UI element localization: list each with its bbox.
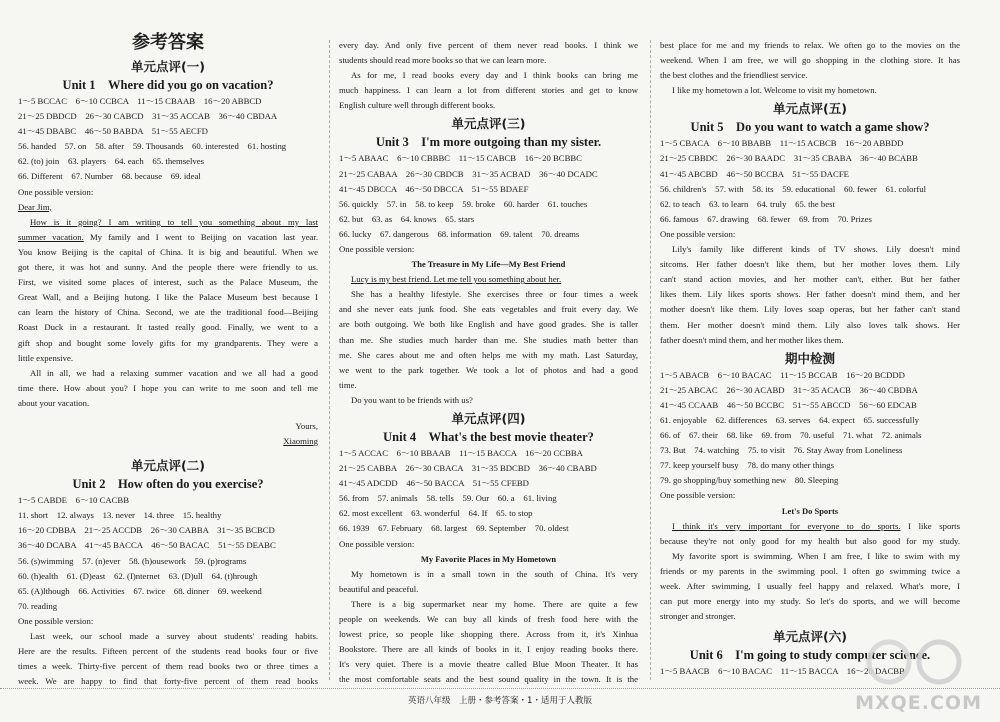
answer-line: 56. (s)wimming 57. (n)ever 58. (h)ousework 59. (p)rograms	[18, 555, 247, 566]
letter-line: First, we visited some places of interest, such as the Palace Museum, the	[18, 277, 318, 288]
letter-underlined-phrase: summer vacation.	[18, 231, 84, 242]
section-heading-midterm: 期中检测	[784, 350, 835, 366]
essay-line: beautiful and peaceful.	[339, 583, 419, 594]
answer-line: 21～25 ABCAC 26～30 ACABD 31～35 ACACB 36～40 CBDBA	[660, 384, 918, 395]
essay-line: father doesn't mind them, and her mother likes them.	[660, 334, 844, 345]
essay-line: and she never eats junk food. She eats vegetables and fruit every day. We	[339, 304, 638, 315]
essay-line: English culture well through different books.	[339, 100, 496, 111]
essay-line: week. After swimming, I usually feel happy and relaxed. What's more, I	[660, 580, 960, 591]
answer-line: 70. reading	[18, 600, 58, 611]
essay-line: Last week, our school made a survey about students' reading habits.	[30, 631, 318, 641]
answer-line: 1～5 BCCAC 6～10 CCBCA 11～15 CBAAB 16～20 ABBCD	[18, 96, 262, 106]
essay-topic-sentence: Lucy is my best friend. Let me tell you something about her.	[351, 274, 562, 285]
possible-version-label: One possible version:	[660, 490, 736, 501]
column-1	[18, 30, 318, 689]
letter-line: Roast Duck in a restaurant. It tasted really good. Finally, we went to a	[18, 322, 318, 333]
column-2	[339, 38, 638, 687]
page-footer: 英语八年级 上册・参考答案・1・适用于人教版	[0, 688, 1000, 709]
essay-line: we went to the park together. We took a lot of photos and had a good	[339, 364, 638, 375]
letter-greeting: Dear Jim,	[18, 201, 52, 212]
column-3	[660, 38, 960, 679]
page-title: 参考答案	[132, 32, 204, 53]
essay-line: Here are the results. Fifteen percent of the students read books four or five	[18, 646, 318, 657]
section-heading-review-3: 单元点评(三)	[451, 116, 526, 132]
answer-line: 41～45 DBCCA 46～50 DBCCA 51～55 BDAEF	[339, 183, 529, 194]
answer-line: 41～45 CCAAB 46～50 BCCBC 51～55 ABCCD 56～60 EDCAB	[660, 399, 917, 410]
answer-line: 56. quickly 57. in 58. to keep 59. broke 60. harder 61. touches	[339, 198, 588, 209]
answer-line: 1～5 ABAAC 6～10 CBBBC 11～15 CABCB 16～20 BCBBC	[339, 153, 582, 164]
answer-line: 66. of 67. their 68. like 69. from 70. useful 71. what 72. animals	[660, 430, 922, 441]
possible-version-label: One possible version:	[660, 228, 736, 239]
watermark-text: MXQE.COM	[855, 692, 982, 714]
letter-line: All in all, we had a relaxing summer vacation and we all had a good	[30, 367, 318, 378]
essay-line: are both outgoing. We both like English and have good grades. She is taller	[339, 319, 638, 330]
essay-line: them. Her mother doesn't mind them. Lily also loves talk shows. Her	[660, 319, 960, 330]
essay-line: can't stand action movies, and her mother can't, either. But her father	[660, 274, 960, 285]
answer-line: 77. keep yourself busy 78. do many other things	[660, 460, 834, 471]
possible-version-label: One possible version:	[339, 538, 415, 549]
answer-line: 41～45 DBABC 46～50 BABDA 51～55 AECFD	[18, 126, 208, 137]
answer-line: 41～45 ABCBD 46～50 BCCBA 51～55 DACFE	[660, 168, 849, 179]
unit-3-title: Unit 3 I'm more outgoing than my sister.	[375, 135, 602, 150]
essay-line	[339, 272, 638, 287]
essay-line: likes them. Lily likes sports shows. Her father doesn't mind them, and her	[660, 289, 960, 300]
answer-line: 36～40 DCABA 41～45 BACCA 46～50 BACAC 51～55 DEABC	[18, 540, 276, 551]
letter-line: You know Beijing is the capital of China. It is big and beautiful. When we	[18, 246, 318, 257]
answer-line: 21～25 DBDCD 26～30 CABCD 31～35 ACCAB 36～40 CBDAA	[18, 111, 278, 122]
section-heading-review-4: 单元点评(四)	[451, 410, 526, 426]
essay-line: Do you want to be friends with us?	[351, 394, 473, 405]
essay-line: time.	[339, 379, 357, 390]
answer-line: 73. But 74. watching 75. to visit 76. Stay Away from Loneliness	[660, 445, 903, 456]
unit-6-title: Unit 6 I'm going to study computer science.	[689, 648, 931, 663]
essay-line: the best clothes and the friendliest service.	[660, 70, 808, 81]
essay-line: every day. And only five percent of them never read books. I think we	[339, 40, 638, 50]
answer-line: 1～5 CBACA 6～10 BBABB 11～15 ACBCB 16～20 ABBDD	[660, 138, 904, 149]
essay-line: She has a healthy lifestyle. She exercises three or four times a week	[351, 289, 638, 300]
answer-line: 56. from 57. animals 58. tells 59. Our 60. a 61. living	[339, 493, 557, 504]
letter-line: How is it going? I am writing to tell you something about my last	[30, 216, 318, 227]
essay-line: best place for me and my friends to relax. We often go to the movies on the	[660, 40, 960, 50]
answer-line: 1～5 BAACB 6～10 BACAC 11～15 BACCA 16～20 DACBB	[660, 666, 905, 677]
answer-line: 62. to teach 63. to learn 64. truly 65. the best	[660, 198, 835, 209]
essay-line: times a week. Thirty-five percent of them read books two or three times a	[18, 661, 318, 672]
letter-signature	[18, 434, 318, 449]
letter-line: can learn the history of China. Second, we ate the traditional food—Beijing	[18, 307, 318, 318]
letter-line: got there, it was hot and sunny. And the people there were friendly to us.	[18, 262, 318, 273]
possible-version-label: One possible version:	[18, 615, 94, 626]
letter-line: Great Wall, and a Beijing hutong. I like the Palace Museum best because I	[18, 292, 318, 303]
essay-title: The Treasure in My Life—My Best Friend	[411, 259, 566, 270]
answer-line: 61. enjoyable 62. differences 63. serves 64. expect 65. successfully	[660, 414, 919, 425]
essay-topic-sentence: I think it's very important for everyone to do sports.	[672, 520, 901, 531]
section-heading-review-5: 单元点评(五)	[773, 101, 847, 117]
letter-line: summer vacation. My family and I went to Beijing on vacation last year.	[18, 231, 318, 242]
essay-line: students should read more books so that we can learn more.	[339, 55, 547, 66]
answer-line: 21～25 CABBA 26～30 CBACA 31～35 BDCBD 36～40 CBABD	[339, 463, 597, 474]
essay-title: My Favorite Places in My Hometown	[420, 553, 557, 564]
answer-line: 21～25 CABAA 26～30 CBDCB 31～35 ACBAD 36～40 DCADC	[339, 168, 598, 179]
answer-line: 41～45 ADCDD 46～50 BACCA 51～55 CFEBD	[339, 478, 529, 489]
essay-line: I like my hometown a lot. Welcome to visit my hometown.	[672, 85, 877, 96]
answer-line: 62. but 63. as 64. knows 65. stars	[339, 213, 475, 224]
essay-line: sitcoms. Her father doesn't like them, but her mother loves them. Lily	[660, 259, 960, 270]
letter-line: little expensive.	[18, 352, 74, 363]
essay-line: me. She cares about me and often helps me with my math. Last Saturday,	[339, 349, 638, 360]
answer-line: 11. short 12. always 13. never 14. three 15. healthy	[18, 510, 222, 521]
answer-line: 66. Different 67. Number 68. because 69. ideal	[18, 171, 201, 182]
unit-4-title: Unit 4 What's the best movie theater?	[383, 429, 594, 444]
answer-line: 21～25 CBBDC 26～30 BAADC 31～35 CBABA 36～40 BCABB	[660, 153, 918, 164]
section-heading-review-6: 单元点评(六)	[773, 629, 847, 645]
essay-line: the most comfortable seats and the best sound quality in the town. It is the	[339, 674, 638, 685]
letter-line: gift shop and bought some lovely gifts for my grandparents. They were a	[18, 337, 318, 348]
answer-line: 56. handed 57. on 58. after 59. Thousands 60. interested 61. hosting	[18, 141, 287, 152]
possible-version-label: One possible version:	[339, 244, 415, 255]
essay-line: stronger and stronger.	[660, 611, 736, 622]
essay-line: week. We are happy to find that forty-five percent of them read books	[18, 676, 318, 687]
essay-line: people on weekends. We can buy all kinds of fresh food here with the	[339, 613, 638, 624]
essay-line: I think it's very important for everyone to do sports. I like sports	[672, 520, 960, 531]
answer-line: 56. children's 57. with 58. its 59. educational 60. fewer 61. colorful	[660, 183, 926, 194]
essay-line: My favorite sport is swimming. When I am free, I like to swim with my	[672, 550, 960, 561]
essay-title: Let's Do Sports	[781, 505, 839, 516]
unit-1-title: Unit 1 Where did you go on vacation?	[62, 78, 274, 92]
answer-line: 62. most excellent 63. wonderful 64. If 65. to stop	[339, 508, 533, 519]
section-heading-review-2: 单元点评(二)	[131, 458, 205, 474]
essay-line: much happiness. I can learn a lot from different stories and get to know	[339, 85, 638, 96]
column-divider-2	[650, 40, 651, 680]
answer-line: 1～5 CABDE 6～10 CACBB	[18, 495, 130, 506]
unit-2-title: Unit 2 How often do you exercise?	[72, 477, 264, 492]
letter-closing: Yours,	[295, 420, 318, 431]
column-divider-1	[329, 40, 330, 680]
answer-line: 60. (h)ealth 61. (D)east 62. (I)nternet 63. (D)ull 64. (t)hrough	[18, 570, 258, 581]
essay-line: My hometown is in a small town in the south of China. It's very	[351, 568, 638, 579]
answer-line: 66. lucky 67. dangerous 68. information 69. talent 70. dreams	[339, 228, 580, 239]
unit-5-title: Unit 5 Do you want to watch a game show?	[690, 120, 930, 135]
essay-line: There is a big supermarket near my home. There are quite a few	[351, 598, 638, 609]
essay-line: because they're not only good for my health but also good for my study.	[660, 535, 960, 546]
essay-line: can put more energy into my study. So let's do sports, and we will become	[660, 596, 960, 606]
answer-line: 65. (A)lthough 66. Activities 67. twice 68. dinner 69. weekend	[18, 585, 262, 596]
section-heading-review-1: 单元点评(一)	[131, 59, 205, 74]
essay-line: Bookstore. There are all kinds of books in it. I enjoy reading books there.	[339, 644, 638, 655]
essay-line: weekend. When I am free, we will go shopping in the clothing store. It has	[660, 55, 960, 66]
essay-line: lowest price, so people like shopping there. Across from it, it's Xinhua	[339, 629, 638, 639]
essay-line: It's very quiet. There is a movie theatre called Blue Moon Theater. It has	[339, 659, 638, 670]
essay-line: friends or my parents in the swimming pool. I often go swimming twice a	[660, 565, 960, 576]
answer-line: 1～5 ABACB 6～10 BACAC 11～15 BCCAB 16～20 BCDDD	[660, 369, 905, 380]
answer-line: 66. famous 67. drawing 68. fewer 69. from 70. Prizes	[660, 213, 872, 224]
essay-line: mother doesn't like them. Lily loves soap operas, but her father can't stand	[660, 304, 960, 315]
essay-line: Lily's family like different kinds of TV shows. Lily doesn't mind	[672, 244, 960, 255]
answer-line: 1～5 ACCAC 6～10 BBAAB 11～15 BACCA 16～20 CCBBA	[339, 447, 583, 458]
answer-line: 62. (to) join 63. players 64. each 65. themselves	[18, 156, 205, 167]
answer-line: 79. go shopping/buy something new 80. Sleeping	[660, 475, 839, 486]
essay-line: As for me, I read books every day and I think books can bring me	[351, 70, 638, 81]
answer-line: 16～20 CDBBA 21～25 ACCDB 26～30 CABBA 31～35 BCBCD	[18, 525, 275, 536]
letter-line: time there. How about you? I hope you can write to me soon and tell me	[18, 382, 318, 393]
essay-line: than me. She studies much harder than me. She studies math better than	[339, 334, 638, 345]
answer-line: 66. 1939 67. February 68. largest 69. September 70. oldest	[339, 523, 569, 534]
possible-version-label: One possible version:	[18, 186, 94, 197]
letter-line: about your vacation.	[18, 397, 90, 408]
signature-name: Xiaoming	[283, 436, 318, 447]
